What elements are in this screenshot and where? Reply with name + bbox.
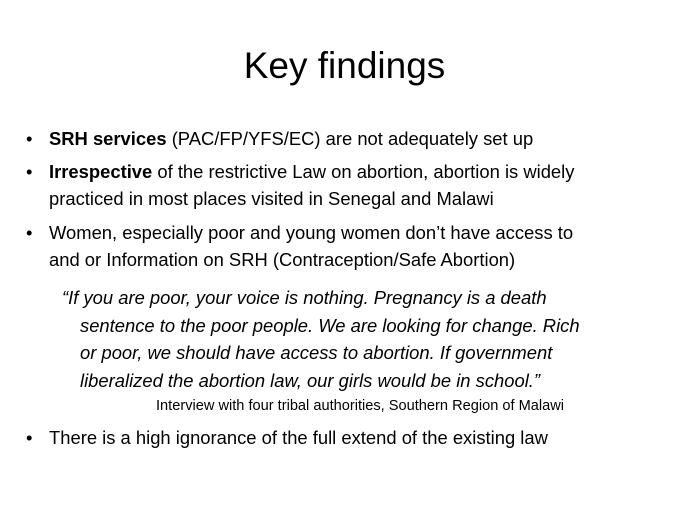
bullet-dot: • [26,222,33,243]
bullet-text [49,219,573,273]
bullet-rest: of the restrictive Law on abortion, abortion is widely [152,161,575,182]
slide-title: Key findings [243,45,446,86]
bullet-line-2: and or Information on SRH (Contraception/Safe Abortion) [49,249,516,270]
quote-line-3: or poor, we should have access to abortion. If government [80,342,553,363]
bullet-dot: • [26,161,33,182]
bullet-bold-lead: Irrespective [49,161,153,182]
bullet-dot: • [26,128,33,149]
bullet-rest: (PAC/FP/YFS/EC) are not adequately set up [166,128,534,149]
quote-source: Interview with four tribal authorities, Southern Region of Malawi [156,398,565,414]
quote-block [62,284,580,394]
bullet-dot: • [26,427,33,448]
quote-line-4: liberalized the abortion law, our girls would be in school.” [80,369,541,391]
quote-line-1: “If you are poor, your voice is nothing. Pregnancy is a death [62,287,547,308]
bullet-text [49,125,533,152]
bullet-line-2: practiced in most places visited in Senegal and Malawi [49,188,494,209]
bullet-text [49,158,574,212]
bullet-bold-lead: SRH services [49,128,167,149]
bullet-line-1: Women, especially poor and young women don’t have access to [49,222,574,243]
bullet-line-1: There is a high ignorance of the full extend of the existing law [49,427,548,448]
bullet-text [49,424,548,451]
quote-line-2: sentence to the poor people. We are looking for change. Rich [80,314,580,336]
